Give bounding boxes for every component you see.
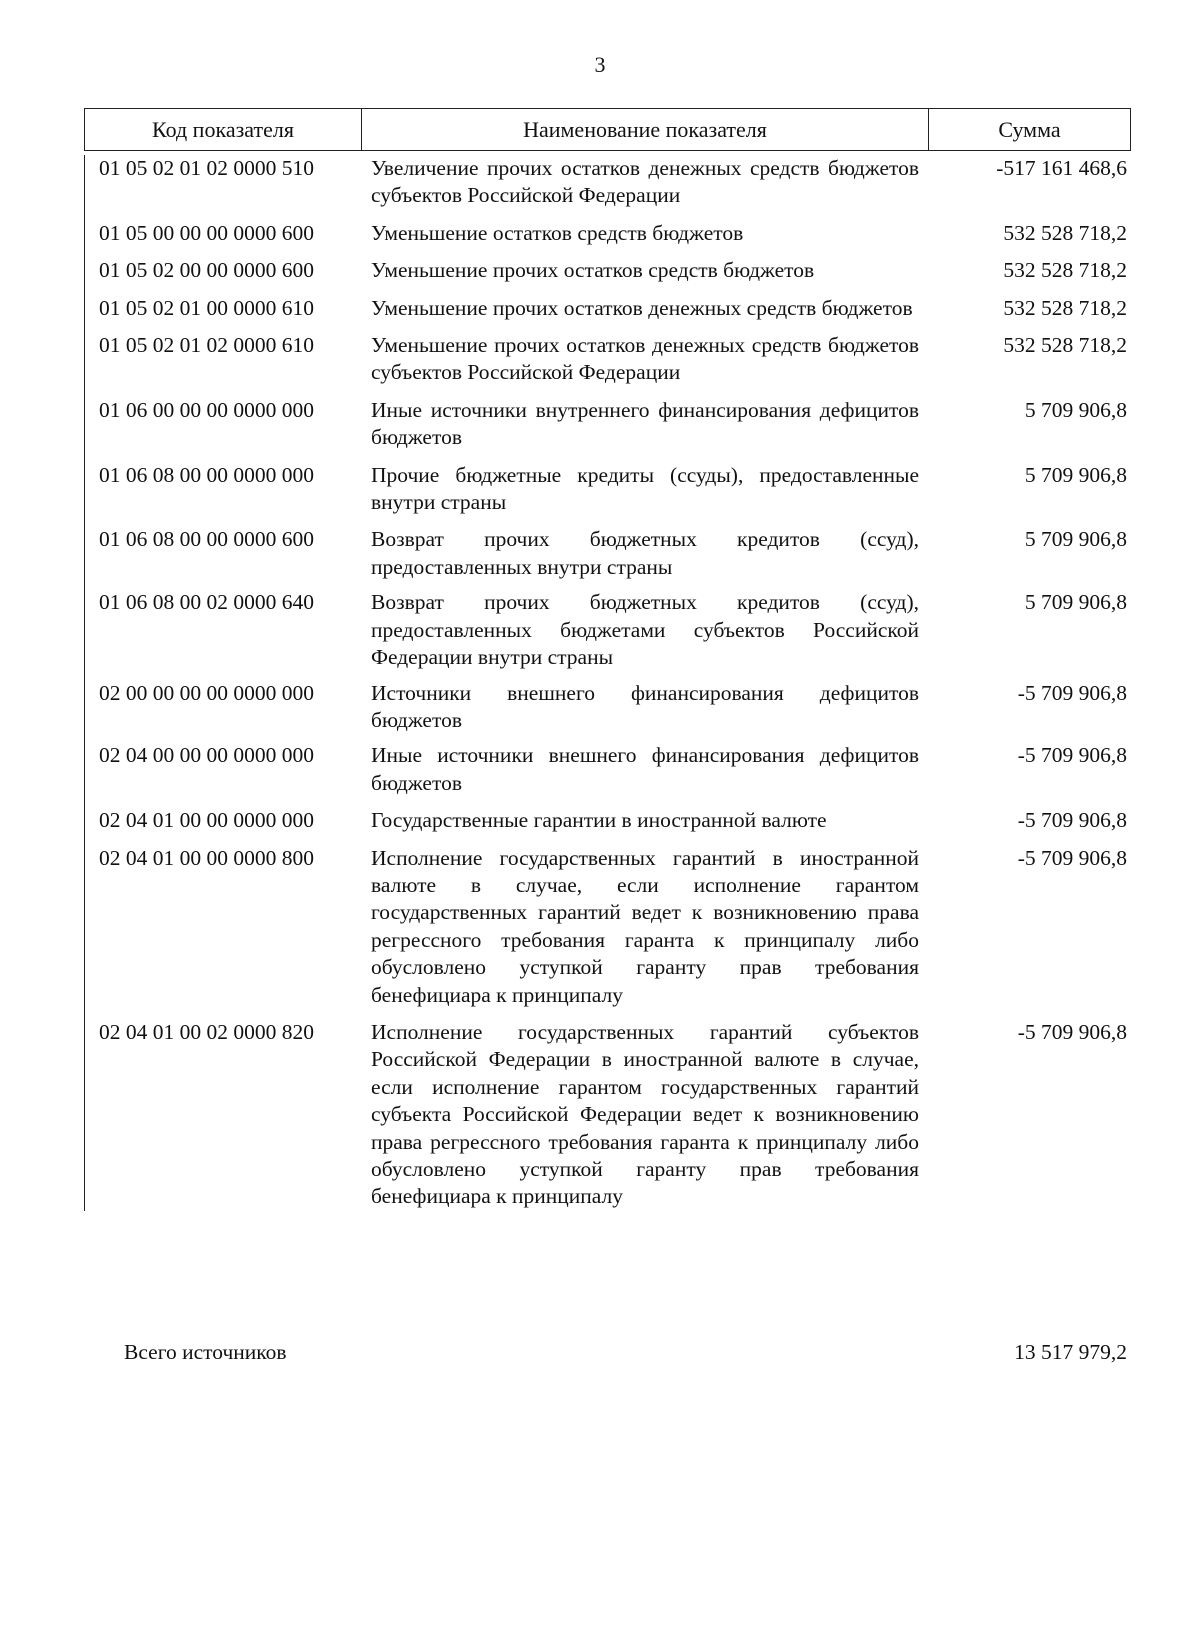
row-code: 01 06 08 00 00 0000 600 — [99, 527, 314, 552]
row-name: Государственные гарантии в иностранной валюте — [371, 808, 827, 833]
table-row — [85, 295, 1131, 322]
row-sum: -5 709 906,8 — [1017, 680, 1127, 705]
row-sum: -517 161 468,6 — [996, 156, 1127, 180]
row-code: 01 05 02 01 02 0000 510 — [99, 156, 314, 180]
row-code: 02 00 00 00 00 0000 000 — [99, 680, 314, 705]
row-name: Уменьшение остатков средств бюджетов — [371, 220, 744, 245]
row-sum: 532 528 718,2 — [1003, 220, 1127, 245]
row-sum: 5 709 906,8 — [1024, 590, 1127, 615]
header-code: Код показателя — [85, 109, 362, 150]
row-name: Возврат прочих бюджетных кредитов (ссуд), предоставленных бюджетами субъектов Российской Федерации внутри страны — [371, 590, 919, 670]
table-row — [85, 1019, 1131, 1211]
row-code: 02 04 00 00 00 0000 000 — [99, 743, 314, 768]
total-value: 13 517 979,2 — [1014, 1340, 1127, 1364]
table-body — [84, 155, 1131, 1211]
header-name: Наименование показателя — [362, 109, 929, 150]
row-sum: 532 528 718,2 — [1003, 295, 1127, 320]
row-name: Иные источники внутреннего финансирования дефицитов бюджетов — [371, 397, 919, 450]
row-code: 02 04 01 00 00 0000 000 — [99, 808, 314, 833]
row-name: Иные источники внешнего финансирования дефицитов бюджетов — [371, 743, 919, 795]
row-code: 01 05 02 01 02 0000 610 — [99, 333, 314, 358]
row-sum: 532 528 718,2 — [1003, 333, 1127, 358]
table-row — [85, 742, 1131, 797]
table-row — [85, 462, 1131, 517]
header-sum: Сумма — [998, 116, 1061, 142]
table-row — [85, 257, 1131, 284]
total-row — [84, 1340, 1131, 1365]
row-name: Прочие бюджетные кредиты (ссуды), предоставленные внутри страны — [371, 462, 919, 515]
table-row — [85, 680, 1131, 735]
row-sum: -5 709 906,8 — [1017, 808, 1127, 833]
table-row — [85, 397, 1131, 452]
row-sum: -5 709 906,8 — [1017, 743, 1127, 768]
table-row — [85, 589, 1131, 671]
table-row — [85, 845, 1131, 1009]
row-name: Исполнение государственных гарантий субъектов Российской Федерации в иностранной валюте в случае, если исполнение гарантом государственных гарантий субъекта Российской Федерации ведет к возникновению права регрессного требования гаранта к принципалу либо обусловлено уступкой гаранту прав требования бенефициара к принципалу — [371, 1019, 919, 1209]
row-sum: 532 528 718,2 — [1003, 258, 1127, 283]
row-sum: 5 709 906,8 — [1024, 527, 1127, 552]
row-sum: 5 709 906,8 — [1024, 397, 1127, 422]
table-row — [85, 807, 1131, 834]
row-name: Уменьшение прочих остатков денежных средств бюджетов — [371, 295, 913, 320]
row-code: 02 04 01 00 00 0000 800 — [99, 845, 314, 870]
row-name: Уменьшение прочих остатков денежных средств бюджетов субъектов Российской Федерации — [371, 333, 919, 385]
row-code: 01 05 02 01 00 0000 610 — [99, 295, 314, 320]
table-header — [84, 108, 1131, 151]
table-row — [85, 155, 1131, 210]
row-code: 01 06 00 00 00 0000 000 — [99, 397, 314, 422]
table-row — [85, 220, 1131, 247]
page-number: 3 — [594, 52, 606, 77]
row-sum: -5 709 906,8 — [1017, 845, 1127, 870]
row-code: 01 06 08 00 00 0000 000 — [99, 462, 314, 487]
row-code: 01 05 02 00 00 0000 600 — [99, 258, 314, 283]
row-code: 01 05 00 00 00 0000 600 — [99, 220, 314, 245]
row-name: Уменьшение прочих остатков средств бюджетов — [371, 258, 815, 283]
table-row — [85, 332, 1131, 387]
sources-table — [84, 108, 1131, 1211]
row-name: Возврат прочих бюджетных кредитов (ссуд), предоставленных внутри страны — [371, 527, 919, 579]
row-sum: 5 709 906,8 — [1024, 462, 1127, 487]
row-code: 01 06 08 00 02 0000 640 — [99, 590, 314, 615]
total-label: Всего источников — [124, 1340, 287, 1364]
row-sum: -5 709 906,8 — [1017, 1019, 1127, 1044]
table-row — [85, 526, 1131, 581]
row-name: Источники внешнего финансирования дефицитов бюджетов — [371, 680, 919, 732]
row-code: 02 04 01 00 02 0000 820 — [99, 1019, 314, 1044]
row-name: Увеличение прочих остатков денежных средств бюджетов субъектов Российской Федерации — [371, 156, 919, 208]
row-name: Исполнение государственных гарантий в иностранной валюте в случае, если исполнение гарантом государственных гарантий ведет к возникновению права регрессного требования гаранта к принципалу либо обусловлено уступкой гаранту прав требования бенефициара к принципалу — [371, 845, 919, 1007]
